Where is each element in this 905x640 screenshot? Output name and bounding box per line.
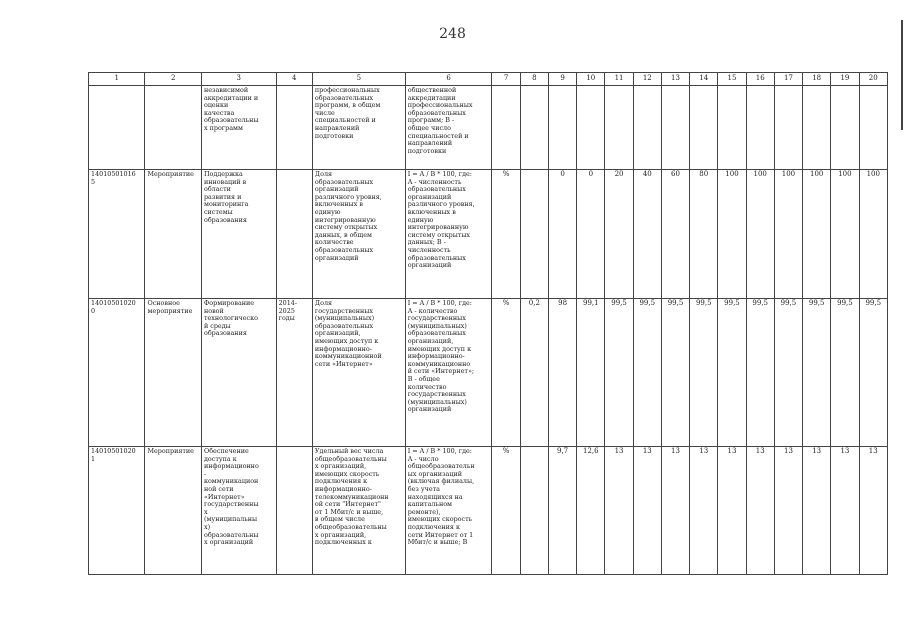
table-row — [89, 170, 888, 299]
value-cell: 0 — [548, 170, 576, 299]
value-cell: 13 — [746, 447, 774, 575]
indicator-description: Доля образовательных организаций различного уровня, включенных в единую интегрированную систему открытых данных, в общем количестве образовательных организаций — [312, 170, 405, 299]
value-cell — [831, 86, 859, 170]
value-cell: 13 — [774, 447, 802, 575]
value-cell — [605, 86, 633, 170]
value-cell: 99,1 — [577, 299, 605, 447]
value-cell: 13 — [803, 447, 831, 575]
indicator-formula: общественной аккредитации профессиональных образовательных программ; В - общее число специальностей и направлений подготовки — [405, 86, 492, 170]
activity-type: Мероприятие — [145, 170, 201, 299]
value-cell: 99,5 — [661, 299, 689, 447]
value-cell: 13 — [859, 447, 887, 575]
activity-code: 14010501020 1 — [89, 447, 145, 575]
column-header: 19 — [831, 73, 859, 86]
value-cell: 100 — [859, 170, 887, 299]
column-header: 6 — [405, 73, 492, 86]
indicator-formula: I = A / B * 100, где: A - количество государственных (муниципальных) образовательных организаций, имеющих доступ к информационно- коммуникационно й сети «Интернет»; B - общее количество государственных (муниципальных) организаций — [405, 299, 492, 447]
column-header: 4 — [276, 73, 312, 86]
value-cell: 99,5 — [746, 299, 774, 447]
value-cell: 13 — [831, 447, 859, 575]
value-cell: 100 — [831, 170, 859, 299]
column-header: 1 — [89, 73, 145, 86]
activity-type — [145, 86, 201, 170]
activity-period — [276, 86, 312, 170]
value-cell: 80 — [690, 170, 718, 299]
activity-type: Мероприятие — [145, 447, 201, 575]
value-cell — [520, 86, 548, 170]
value-cell — [520, 447, 548, 575]
value-cell — [577, 86, 605, 170]
value-cell: 99,5 — [774, 299, 802, 447]
value-cell: 13 — [605, 447, 633, 575]
table-row — [89, 447, 888, 575]
value-cell — [774, 86, 802, 170]
activity-period — [276, 170, 312, 299]
table-row — [89, 299, 888, 447]
value-cell: 100 — [803, 170, 831, 299]
value-cell: 98 — [548, 299, 576, 447]
value-cell: 100 — [746, 170, 774, 299]
value-cell: 60 — [661, 170, 689, 299]
column-header: 18 — [803, 73, 831, 86]
value-cell: 13 — [633, 447, 661, 575]
column-header: 9 — [548, 73, 576, 86]
activity-period — [276, 447, 312, 575]
column-header: 11 — [605, 73, 633, 86]
unit: % — [492, 447, 520, 575]
unit: % — [492, 299, 520, 447]
value-cell: 99,5 — [718, 299, 746, 447]
activity-code: 14010501016 5 — [89, 170, 145, 299]
indicator-description: Удельный вес числа общеобразовательны х организаций, имеющих скорость подключения к информационно- телекоммуникационн ой сети "Интернет" от 1 Мбит/с и выше, в общем числе общеобразовательны х организаций, подключенных к — [312, 447, 405, 575]
column-header: 17 — [774, 73, 802, 86]
value-cell: 40 — [633, 170, 661, 299]
page-edge-mark — [901, 20, 903, 130]
column-header: 3 — [201, 73, 276, 86]
value-cell — [520, 170, 548, 299]
value-cell — [548, 86, 576, 170]
column-header: 10 — [577, 73, 605, 86]
indicator-description: Доля государственных (муниципальных) образовательных организаций, имеющих доступ к информационно- коммуникационной сети «Интернет» — [312, 299, 405, 447]
unit: % — [492, 170, 520, 299]
column-header: 15 — [718, 73, 746, 86]
value-cell — [690, 86, 718, 170]
activity-code — [89, 86, 145, 170]
activity-period: 2014- 2025 годы — [276, 299, 312, 447]
value-cell: 99,5 — [633, 299, 661, 447]
value-cell — [859, 86, 887, 170]
indicator-formula: I = A / B * 100, где: A - численность образовательных организаций различного уровня, включенных в единую интегрированную систему открытых данных; B - численность образовательных организаций — [405, 170, 492, 299]
indicators-table — [88, 72, 888, 575]
column-header: 8 — [520, 73, 548, 86]
value-cell: 99,5 — [831, 299, 859, 447]
column-header: 5 — [312, 73, 405, 86]
activity-name: независимой аккредитации и оценки качества образовательны х программ — [201, 86, 276, 170]
value-cell: 9,7 — [548, 447, 576, 575]
column-header: 13 — [661, 73, 689, 86]
value-cell: 13 — [690, 447, 718, 575]
value-cell — [718, 86, 746, 170]
value-cell — [633, 86, 661, 170]
value-cell: 99,5 — [605, 299, 633, 447]
indicator-formula: I = A / B * 100, где: A - число общеобразовательн ых организаций (включая филиалы, без учета находящихся на капитальном ремонте), имеющих скорость подключения к сети Интернет от 1 Мбит/с и выше; B — [405, 447, 492, 575]
value-cell — [746, 86, 774, 170]
unit — [492, 86, 520, 170]
value-cell — [803, 86, 831, 170]
activity-name: Обеспечение доступа к информационно - коммуникацион ной сети «Интернет» государственны х (муниципальны х) образовательны х организаций — [201, 447, 276, 575]
indicator-description: профессиональных образовательных программ, в общем числе специальностей и направлений подготовки — [312, 86, 405, 170]
header-row — [89, 73, 888, 86]
value-cell: 100 — [774, 170, 802, 299]
value-cell: 12,6 — [577, 447, 605, 575]
value-cell: 100 — [718, 170, 746, 299]
column-header: 16 — [746, 73, 774, 86]
column-header: 14 — [690, 73, 718, 86]
value-cell: 99,5 — [690, 299, 718, 447]
activity-code: 14010501020 0 — [89, 299, 145, 447]
column-header: 2 — [145, 73, 201, 86]
value-cell: 13 — [661, 447, 689, 575]
value-cell — [661, 86, 689, 170]
activity-type: Основное мероприятие — [145, 299, 201, 447]
value-cell: 0,2 — [520, 299, 548, 447]
page-number: 248 — [439, 26, 466, 42]
column-header: 7 — [492, 73, 520, 86]
table-row — [89, 86, 888, 170]
value-cell: 0 — [577, 170, 605, 299]
value-cell: 20 — [605, 170, 633, 299]
value-cell: 99,5 — [803, 299, 831, 447]
column-header: 20 — [859, 73, 887, 86]
value-cell: 99,5 — [859, 299, 887, 447]
column-header: 12 — [633, 73, 661, 86]
value-cell: 13 — [718, 447, 746, 575]
activity-name: Формирование новой технологическо й среды образования — [201, 299, 276, 447]
activity-name: Поддержка инноваций в области развития и мониторинга системы образования — [201, 170, 276, 299]
